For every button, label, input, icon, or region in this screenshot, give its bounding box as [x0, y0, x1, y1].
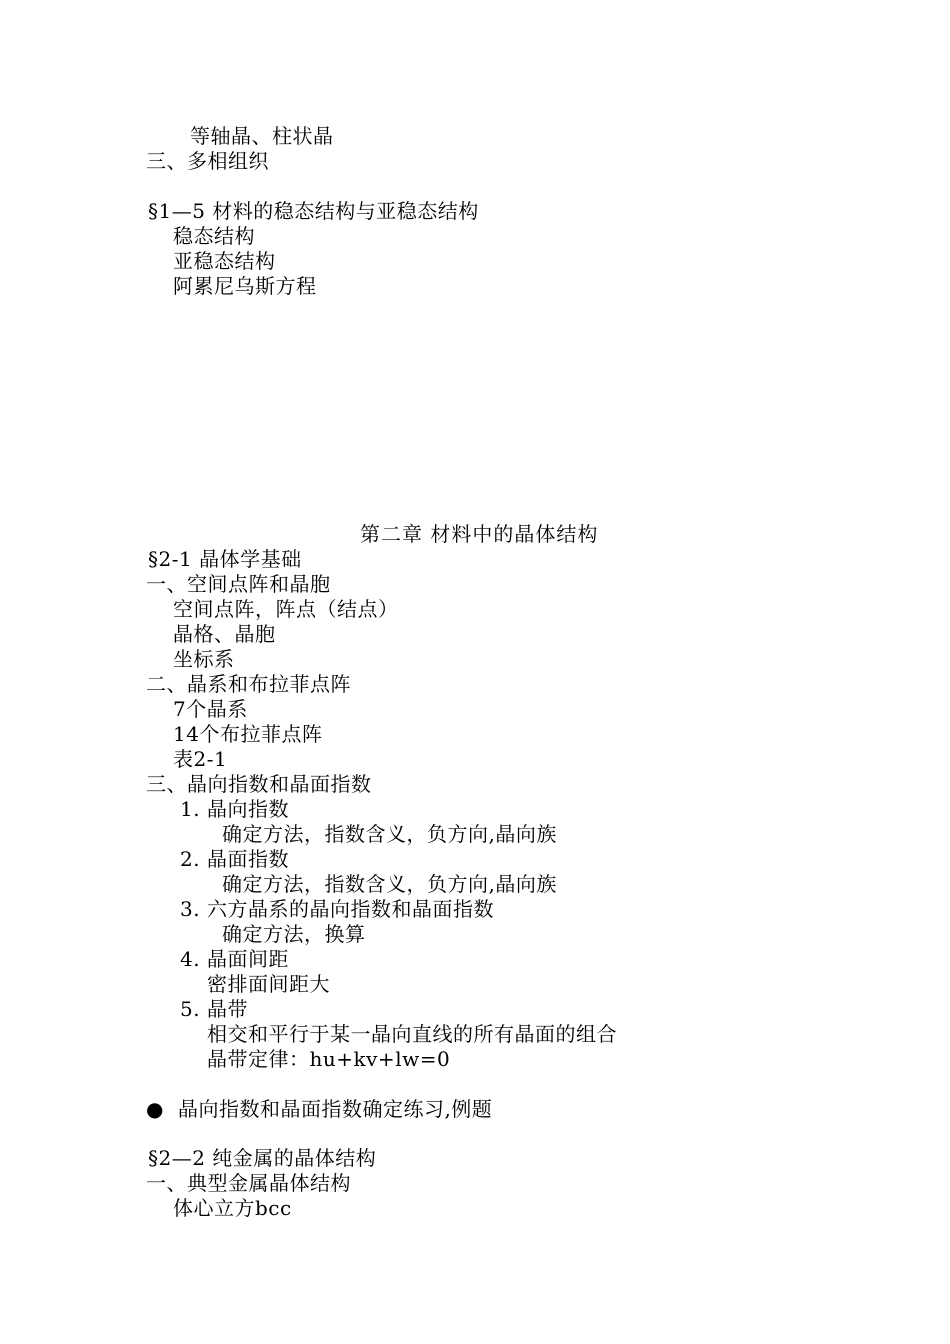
bullet-dot-icon: ●	[146, 1097, 164, 1121]
item-table-2-1: 表2-1	[173, 747, 228, 771]
bullet-exercise-line	[146, 1097, 492, 1121]
sub-plane-indices-detail: 确定方法，指数含义，负方向,晶向族	[222, 872, 557, 896]
section-1-5-title: §1—5 材料的稳态结构与亚稳态结构	[148, 199, 479, 223]
item-14-bravais-lattices: 14个布拉菲点阵	[173, 722, 323, 746]
sub-hexagonal-indices: 3. 六方晶系的晶向指数和晶面指数	[180, 897, 494, 921]
chapter-2-title: 第二章 材料中的晶体结构	[360, 522, 599, 546]
sub-zone-law: 晶带定律：hu+kv+lw=0	[207, 1047, 451, 1071]
section-2-2-title: §2—2 纯金属的晶体结构	[148, 1146, 377, 1170]
section-2-1-title: §2-1 晶体学基础	[148, 547, 302, 571]
sub-plane-indices: 2. 晶面指数	[180, 847, 289, 871]
item-7-crystal-systems: 7个晶系	[173, 697, 248, 721]
item-coordinate-system: 坐标系	[173, 647, 235, 671]
bullet-exercise-text: 晶向指数和晶面指数确定练习,例题	[177, 1097, 493, 1121]
item-lattice-cell: 晶格、晶胞	[173, 622, 276, 646]
sub-crystal-zone: 5. 晶带	[180, 997, 248, 1021]
heading-multiphase: 三、多相组织	[146, 149, 269, 173]
text-line-equiaxed-columnar: 等轴晶、柱状晶	[190, 124, 334, 148]
heading-space-lattice: 一、空间点阵和晶胞	[146, 572, 331, 596]
item-bcc: 体心立方bcc	[173, 1196, 292, 1220]
heading-crystal-systems: 二、晶系和布拉菲点阵	[146, 672, 351, 696]
sub-direction-indices: 1. 晶向指数	[180, 797, 289, 821]
item-metastable-structure: 亚稳态结构	[173, 249, 276, 273]
sub-crystal-zone-detail: 相交和平行于某一晶向直线的所有晶面的组合	[207, 1022, 617, 1046]
heading-indices: 三、晶向指数和晶面指数	[146, 772, 372, 796]
sub-interplanar-spacing-detail: 密排面间距大	[207, 972, 330, 996]
sub-direction-indices-detail: 确定方法，指数含义，负方向,晶向族	[222, 822, 557, 846]
sub-interplanar-spacing: 4. 晶面间距	[180, 947, 289, 971]
heading-typical-metal-structures: 一、典型金属晶体结构	[146, 1171, 351, 1195]
item-space-lattice: 空间点阵，阵点（结点）	[173, 597, 399, 621]
sub-hexagonal-indices-detail: 确定方法，换算	[222, 922, 366, 946]
item-stable-structure: 稳态结构	[173, 224, 255, 248]
item-arrhenius-equation: 阿累尼乌斯方程	[173, 274, 317, 298]
